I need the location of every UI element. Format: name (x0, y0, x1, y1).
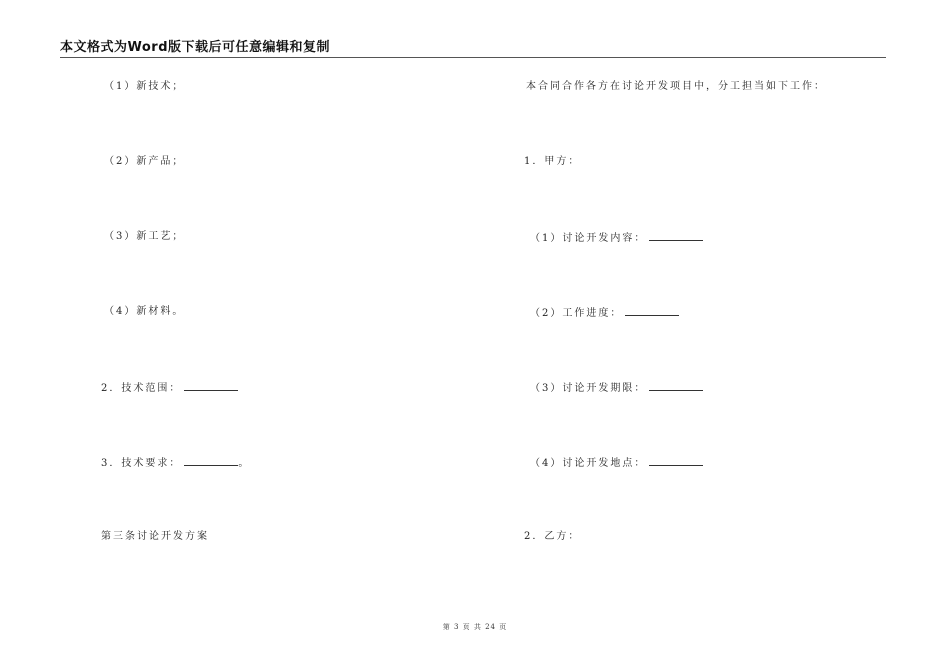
party-a-location-label: （4）讨论开发地点： (530, 458, 647, 469)
technical-scope-blank[interactable] (184, 380, 238, 391)
party-a-progress-line (530, 305, 679, 321)
left-item-3: （3）新工艺； (104, 231, 185, 242)
left-item-1: （1）新技术； (104, 81, 185, 92)
party-a-period-label: （3）讨论开发期限： (530, 383, 647, 394)
left-item-2: （2）新产品； (104, 156, 185, 167)
party-a-period-line (530, 380, 703, 396)
header-title: 本文格式为Word版下载后可任意编辑和复制 (60, 40, 331, 55)
party-a-location-line (530, 455, 703, 471)
right-intro: 本合同合作各方在讨论开发项目中，分工担当如下工作： (526, 81, 826, 92)
technical-scope-line (101, 380, 238, 396)
party-a-location-blank[interactable] (649, 455, 703, 466)
party-a-heading: 1．甲方： (524, 156, 581, 167)
technical-requirements-label: 3．技术要求： (101, 458, 182, 469)
page-header (60, 36, 886, 58)
party-a-content-blank[interactable] (649, 230, 703, 241)
section-heading: 第三条讨论开发方案 (101, 531, 209, 542)
requirements-suffix: 。 (238, 458, 251, 469)
page-number: 第 3 页 共 24 页 (442, 623, 508, 631)
party-b-heading: 2．乙方： (524, 531, 581, 542)
party-a-content-label: （1）讨论开发内容： (530, 233, 647, 244)
party-a-progress-label: （2）工作进度： (530, 308, 623, 319)
party-a-period-blank[interactable] (649, 380, 703, 391)
party-a-content-line (530, 230, 703, 246)
party-a-progress-blank[interactable] (625, 305, 679, 316)
technical-requirements-line (101, 455, 250, 471)
left-item-4: （4）新材料。 (104, 306, 185, 317)
technical-scope-label: 2．技术范围： (101, 383, 182, 394)
technical-requirements-blank[interactable] (184, 455, 238, 466)
